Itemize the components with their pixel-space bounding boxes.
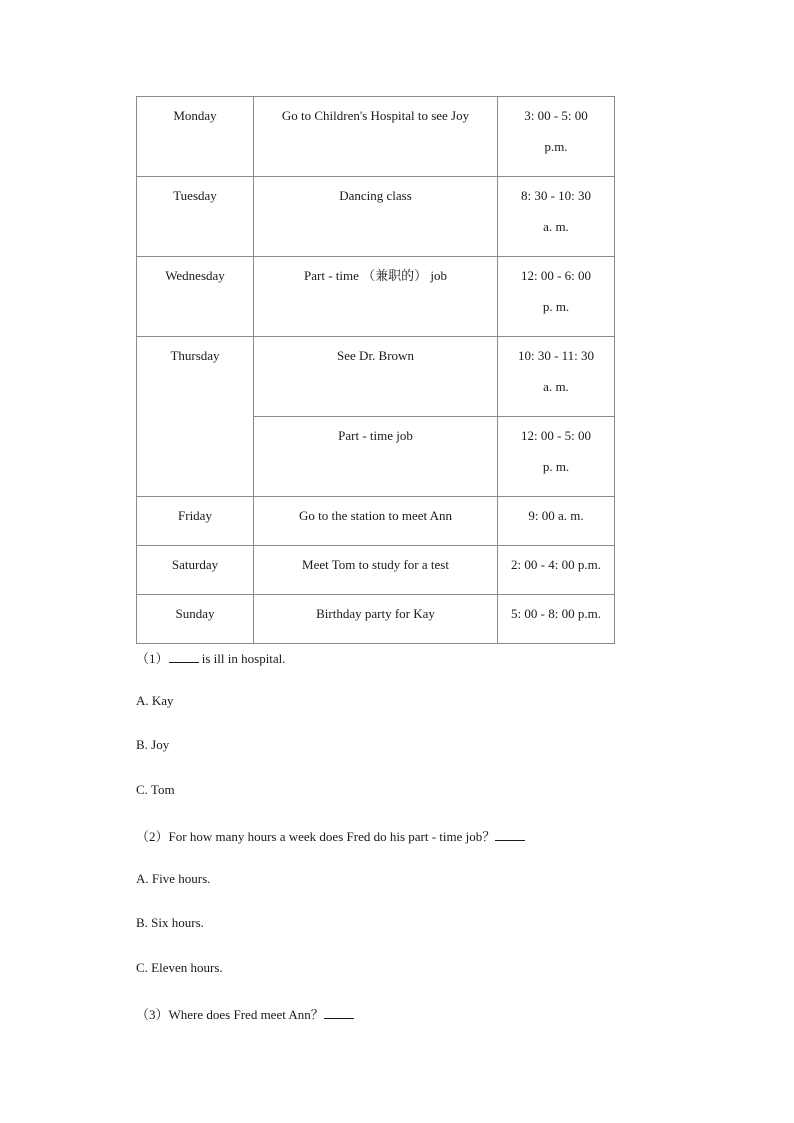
answer-blank[interactable]	[324, 1007, 354, 1019]
activity-cell: Go to Children's Hospital to see Joy	[254, 97, 498, 177]
answer-blank[interactable]	[169, 651, 199, 663]
time-cell	[498, 257, 615, 337]
time-range: 2: 00 - 4: 00 p.m.	[511, 557, 601, 572]
time-range: 10: 30 - 11: 30	[517, 348, 595, 363]
table-row	[137, 497, 615, 546]
option-a[interactable]: A. Kay	[136, 693, 174, 708]
question-3	[136, 1004, 354, 1023]
time-cell	[498, 546, 615, 595]
time-range: 9: 00 a. m.	[528, 508, 584, 523]
table-row	[137, 546, 615, 595]
time-cell	[498, 177, 615, 257]
option-c[interactable]: C. Tom	[136, 782, 175, 797]
time-cell	[498, 337, 615, 417]
time-range: 5: 00 - 8: 00 p.m.	[511, 606, 601, 621]
time-period: p.m.	[544, 139, 568, 154]
activity-cell: See Dr. Brown	[254, 337, 498, 417]
time-range: 8: 30 - 10: 30	[520, 188, 592, 203]
table-row	[137, 595, 615, 644]
day-cell: Monday	[137, 97, 254, 177]
schedule-table	[136, 96, 615, 644]
table-row	[137, 97, 615, 177]
time-cell	[498, 417, 615, 497]
time-period: a. m.	[543, 219, 569, 234]
time-range: 12: 00 - 6: 00	[520, 268, 592, 283]
answer-blank[interactable]	[495, 829, 525, 841]
question-text: For how many hours a week does Fred do his part - time job？	[168, 829, 496, 844]
day-cell: Thursday	[137, 337, 254, 497]
option-c[interactable]: C. Eleven hours.	[136, 960, 223, 975]
day-cell: Sunday	[137, 595, 254, 644]
question-number: （3）	[136, 1007, 169, 1022]
time-range: 3: 00 - 5: 00	[524, 108, 588, 123]
question-number: （2）	[136, 829, 169, 844]
time-cell	[498, 97, 615, 177]
day-cell: Saturday	[137, 546, 254, 595]
question-text: is ill in hospital.	[198, 651, 286, 666]
activity-cell: Birthday party for Kay	[254, 595, 498, 644]
question-2	[136, 826, 525, 845]
activity-cell: Dancing class	[254, 177, 498, 257]
activity-cell: Meet Tom to study for a test	[254, 546, 498, 595]
time-period: p. m.	[542, 459, 570, 474]
day-cell: Tuesday	[137, 177, 254, 257]
activity-cell: Part - time job	[254, 417, 498, 497]
day-cell: Wednesday	[137, 257, 254, 337]
table-row	[137, 257, 615, 337]
question-text: Where does Fred meet Ann？	[168, 1007, 324, 1022]
question-1	[136, 648, 286, 667]
question-number: （1）	[136, 651, 169, 666]
option-b[interactable]: B. Joy	[136, 737, 170, 752]
table-row	[137, 177, 615, 257]
activity-cell: Go to the station to meet Ann	[254, 497, 498, 546]
table-row	[137, 337, 615, 417]
option-a[interactable]: A. Five hours.	[136, 871, 211, 886]
time-cell	[498, 497, 615, 546]
time-period: p. m.	[542, 299, 570, 314]
day-cell: Friday	[137, 497, 254, 546]
activity-cell: Part - time （兼职的） job	[254, 257, 498, 337]
time-period: a. m.	[543, 379, 569, 394]
time-range: 12: 00 - 5: 00	[520, 428, 592, 443]
option-b[interactable]: B. Six hours.	[136, 915, 204, 930]
time-cell	[498, 595, 615, 644]
